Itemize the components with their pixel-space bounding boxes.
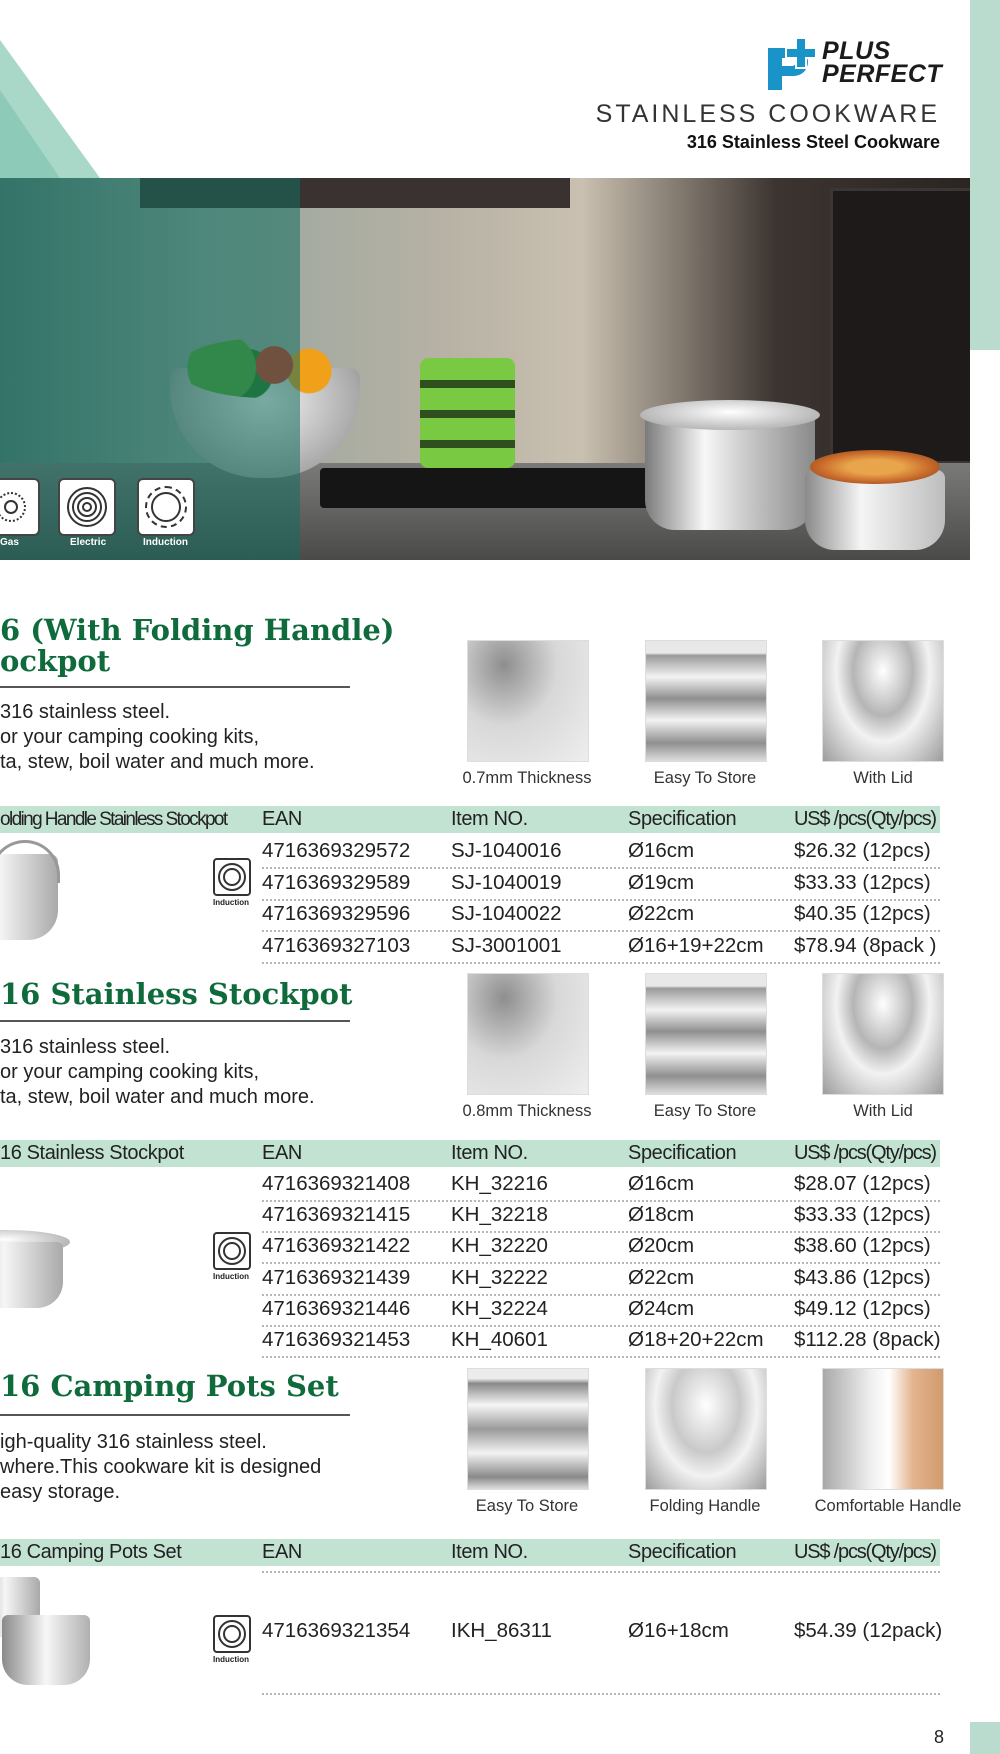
table-cell-ean: 4716369321408: [262, 1172, 411, 1195]
electric-icon: [58, 478, 116, 536]
feature-caption-3: With Lid: [853, 1102, 913, 1120]
section1-description: 316 stainless steel. or your camping cooking kits, ta, stew, boil water and much more.: [0, 701, 315, 773]
gas-icon: [0, 478, 40, 536]
feature-image-stack: [645, 973, 767, 1095]
table-cell-ean: 4716369321439: [262, 1265, 411, 1289]
table-cell-price: $28.07 (12pcs): [794, 1172, 931, 1195]
table2-title: 16 Stainless Stockpot: [0, 1142, 184, 1164]
table3-rule-top: [262, 1571, 940, 1573]
feature-caption-2: Easy To Store: [653, 1102, 757, 1120]
table2-col-item: Item NO.: [451, 1142, 528, 1164]
induction-label: Induction: [143, 537, 188, 548]
section2-description: 316 stainless steel. or your camping cooking kits, ta, stew, boil water and much more.: [0, 1036, 315, 1108]
table-cell-price: $40.35 (12pcs): [794, 902, 931, 925]
induction-label: Induction: [213, 898, 249, 907]
table1-col-ean: EAN: [262, 808, 302, 830]
table-cell-price: $112.28 (8pack): [794, 1328, 941, 1351]
table1-header-bar: [0, 806, 940, 833]
oven-shape: [830, 188, 970, 464]
induction-label: Induction: [213, 1655, 249, 1664]
feature-image-thickness: [467, 640, 589, 762]
table3-cell-item: IKH_86311: [451, 1619, 553, 1642]
table-cell-item: SJ-3001001: [451, 933, 562, 957]
table2-col-spec: Specification: [628, 1142, 737, 1164]
section1-heading: 6 (With Folding Handle) ockpot: [0, 613, 395, 678]
table-cell-spec: Ø16cm: [628, 839, 695, 862]
table-cell-item: KH_32220: [451, 1234, 548, 1258]
table-row-divider: [262, 1325, 940, 1327]
feature-image-thickness: [467, 973, 589, 1095]
product-image-folding-stockpot: [0, 840, 70, 950]
page-subtitle: 316 Stainless Steel Cookware: [686, 132, 940, 152]
table-row-divider: [262, 1262, 940, 1264]
table-cell-price: $49.12 (12pcs): [794, 1296, 931, 1320]
table3-title: 16 Camping Pots Set: [0, 1541, 182, 1563]
feature-caption-1: 0.8mm Thickness: [462, 1102, 592, 1120]
feature-caption-1: 0.7mm Thickness: [462, 769, 592, 787]
table2-col-ean: EAN: [262, 1142, 302, 1164]
feature-caption-1: Easy To Store: [475, 1497, 579, 1515]
corner-triangle-decoration: [0, 0, 330, 178]
table3-col-spec: Specification: [628, 1541, 737, 1563]
table-cell-spec: Ø18cm: [628, 1203, 695, 1227]
brand-name: PLUS PERFECT: [822, 37, 943, 88]
product-image-camping-set: [0, 1575, 100, 1690]
table-cell-ean: 4716369321415: [262, 1203, 411, 1227]
table1-col-price: US$ /pcs(Qty/pcs): [794, 808, 936, 830]
table-cell-spec: Ø20cm: [628, 1234, 695, 1258]
product-image-stockpot: [0, 1220, 75, 1315]
table-cell-spec: Ø18+20+22cm: [628, 1328, 764, 1351]
induction-icon: [213, 1615, 251, 1653]
feature-caption-3: With Lid: [853, 769, 913, 787]
table3-header-bar: [0, 1539, 940, 1566]
table-cell-price: $33.33 (12pcs): [794, 870, 931, 894]
table3-col-ean: EAN: [262, 1541, 302, 1563]
table-cell-item: KH_40601: [451, 1328, 548, 1351]
green-container-shape: [420, 358, 515, 468]
feature-image-lid: [822, 640, 944, 762]
table-cell-item: SJ-1040019: [451, 870, 562, 894]
table-cell-ean: 4716369321446: [262, 1296, 411, 1320]
table-cell-item: KH_32216: [451, 1172, 548, 1195]
section3-heading: 16 Camping Pots Set: [0, 1369, 339, 1403]
induction-icon: [213, 1232, 251, 1270]
table-row-divider: [262, 1294, 940, 1296]
table1-col-item: Item NO.: [451, 808, 528, 830]
table-cell-ean: 4716369329572: [262, 839, 411, 862]
table3-col-price: US$ /pcs(Qty/pcs): [794, 1541, 936, 1563]
table-cell-item: KH_32222: [451, 1265, 548, 1289]
table-cell-spec: Ø16cm: [628, 1172, 695, 1195]
table3-col-item: Item NO.: [451, 1541, 528, 1563]
noodles-shape: [810, 450, 940, 484]
section1-heading-rule: [0, 686, 350, 688]
table2-col-price: US$ /pcs(Qty/pcs): [794, 1142, 936, 1164]
table-cell-item: KH_32218: [451, 1203, 548, 1227]
stockpot-lid-shape: [640, 400, 820, 430]
table2-header-bar: [0, 1140, 940, 1167]
section2-heading-rule: [0, 1020, 350, 1022]
table-cell-price: $78.94 (8pack ): [794, 933, 937, 957]
table1-col-spec: Specification: [628, 808, 737, 830]
page-number: 8: [934, 1727, 945, 1747]
table-cell-ean: 4716369327103: [262, 933, 411, 957]
table-cell-spec: Ø22cm: [628, 902, 695, 925]
table-row-divider: [262, 1356, 940, 1358]
table3-cell-ean: 4716369321354: [262, 1619, 411, 1642]
table-cell-price: $33.33 (12pcs): [794, 1203, 931, 1227]
table1-title: olding Handle Stainless Stockpot: [0, 809, 227, 830]
side-accent-strip: [970, 0, 1000, 350]
table-row-divider: [262, 1231, 940, 1233]
table3-rule-bottom: [262, 1693, 940, 1695]
feature-image-stack: [467, 1368, 589, 1490]
feature-image-lid: [822, 973, 944, 1095]
brand-logo-icon: [762, 34, 822, 94]
table-cell-price: $26.32 (12pcs): [794, 839, 931, 862]
electric-label: Electric: [70, 537, 107, 548]
table-cell-spec: Ø24cm: [628, 1296, 695, 1320]
cooktop-shape: [320, 468, 700, 508]
table-cell-ean: 4716369321422: [262, 1234, 411, 1258]
table-cell-spec: Ø22cm: [628, 1265, 695, 1289]
table-cell-ean: 4716369321453: [262, 1328, 411, 1351]
kitchen-hero-image: [0, 178, 970, 560]
gas-label: Gas: [0, 537, 19, 548]
table3-cell-price: $54.39 (12pack): [794, 1619, 943, 1642]
table-row-divider: [262, 962, 940, 964]
feature-caption-2: Folding Handle: [649, 1497, 761, 1515]
table-cell-ean: 4716369329596: [262, 902, 411, 925]
feature-image-stack: [645, 640, 767, 762]
feature-image-handle-grip: [822, 1368, 944, 1490]
page-title: STAINLESS COOKWARE: [595, 100, 940, 128]
table-cell-spec: Ø16+19+22cm: [628, 933, 764, 957]
section3-description: igh-quality 316 stainless steel. where.This cookware kit is designed easy storage.: [0, 1431, 322, 1503]
table-row-divider: [262, 899, 940, 901]
table-cell-item: KH_32224: [451, 1296, 548, 1320]
feature-image-folding-handle: [645, 1368, 767, 1490]
feature-caption-3: Comfortable Handle: [814, 1497, 962, 1515]
table-cell-spec: Ø19cm: [628, 870, 695, 894]
table3-cell-spec: Ø16+18cm: [628, 1619, 729, 1642]
table-cell-item: SJ-1040016: [451, 839, 562, 862]
section3-heading-rule: [0, 1414, 350, 1416]
table-cell-price: $43.86 (12pcs): [794, 1265, 931, 1289]
table-cell-item: SJ-1040022: [451, 902, 562, 925]
induction-label: Induction: [213, 1272, 249, 1281]
induction-icon: [137, 478, 195, 536]
table-row-divider: [262, 1200, 940, 1202]
section2-heading: 16 Stainless Stockpot: [0, 977, 353, 1011]
table-cell-price: $38.60 (12pcs): [794, 1234, 931, 1258]
induction-icon: [213, 858, 251, 896]
table-row-divider: [262, 930, 940, 932]
table-row-divider: [262, 867, 940, 869]
feature-caption-2: Easy To Store: [653, 769, 757, 787]
page-number-accent: [970, 1722, 1000, 1754]
table-cell-ean: 4716369329589: [262, 870, 411, 894]
